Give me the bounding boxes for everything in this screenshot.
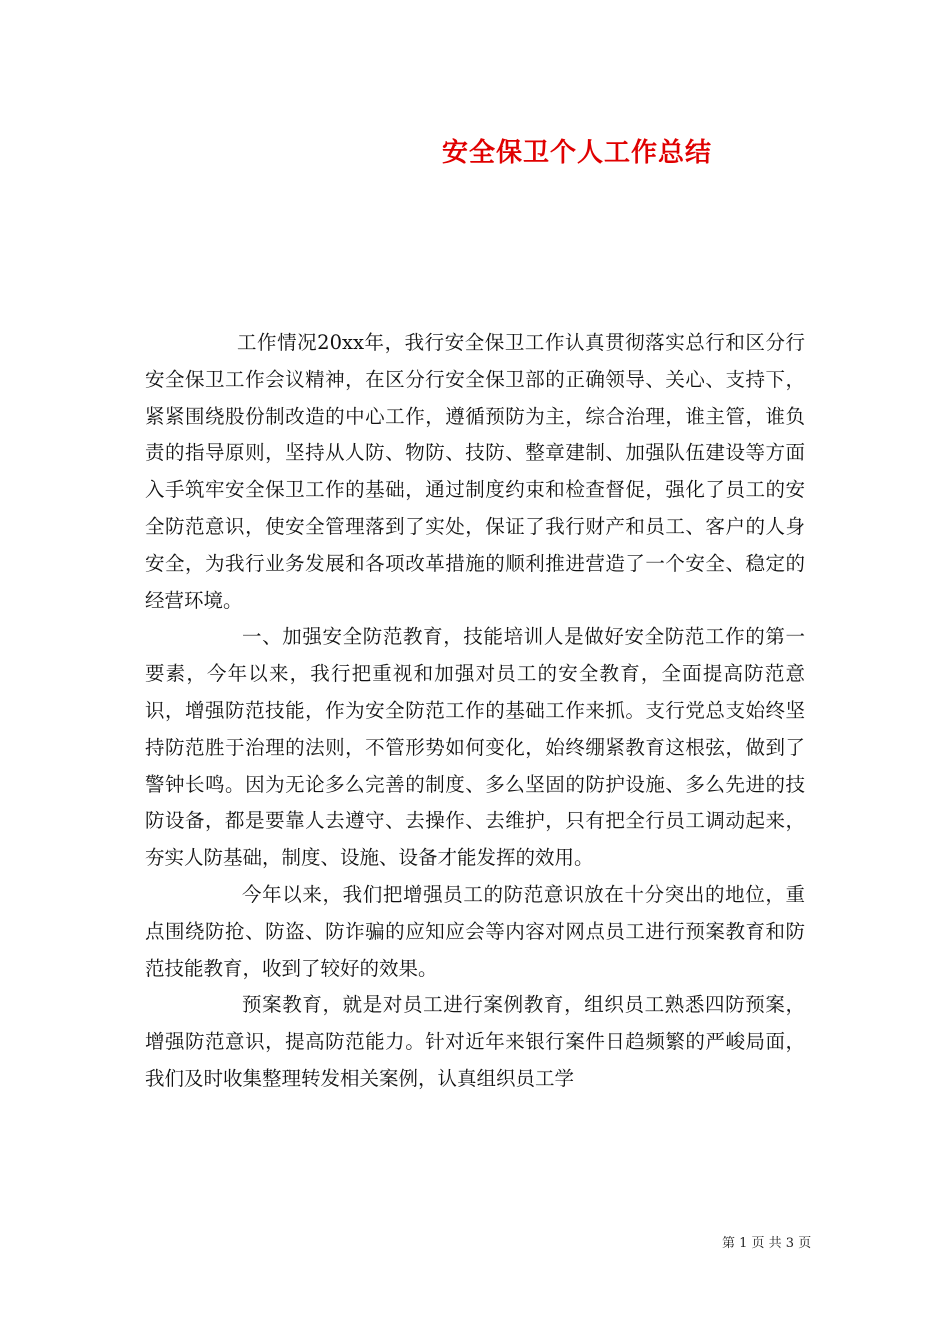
paragraph-safety-education: 一、加强安全防范教育，技能培训人是做好安全防范工作的第一要素，今年以来，我行把重视和加强对员工的安全教育，全面提高防范意识，增强防范技能，作为安全防范工作的基础工作来抓。支行党总支始终坚持防范胜于治理的法则，不管形势如何变化，始终绷紧教育这根弦，做到了警钟长鸣。因为无论多么完善的制度、多么坚固的防护设施、多么先进的技防设备，都是要靠人去遵守、去操作、去维护，只有把全行员工调动起来，夯实人防基础，制度、设施、设备才能发挥的效用。 [145,625,805,870]
document-title: 安全保卫个人工作总结 [442,138,713,168]
paragraph-case-education: 预案教育，就是对员工进行案例教育，组织员工熟悉四防预案，增强防范意识，提高防范能力。针对近年来银行案件日趋频繁的严峻局面，我们及时收集整理转发相关案例，认真组织员工学 [145,993,805,1090]
document-body [145,325,805,1098]
paragraph-awareness: 今年以来，我们把增强员工的防范意识放在十分突出的地位，重点围绕防抢、防盗、防诈骗的应知应会等内容对网点员工进行预案教育和防范技能教育，收到了较好的效果。 [145,882,805,980]
paragraph-work-overview: 工作情况20xx年，我行安全保卫工作认真贯彻落实总行和区分行安全保卫工作会议精神，在区分行安全保卫部的正确领导、关心、支持下，紧紧围绕股份制改造的中心工作，遵循预防为主，综合治理，谁主管，谁负责的指导原则，坚持从人防、物防、技防、整章建制、加强队伍建设等方面入手筑牢安全保卫工作的基础，通过制度约束和检查督促，强化了员工的安全防范意识，使安全管理落到了实处，保证了我行财产和员工、客户的人身安全，为我行业务发展和各项改革措施的顺利推进营造了一个安全、稳定的经营环境。 [145,331,805,612]
page-number: 第 1 页 共 3 页 [722,1236,812,1251]
